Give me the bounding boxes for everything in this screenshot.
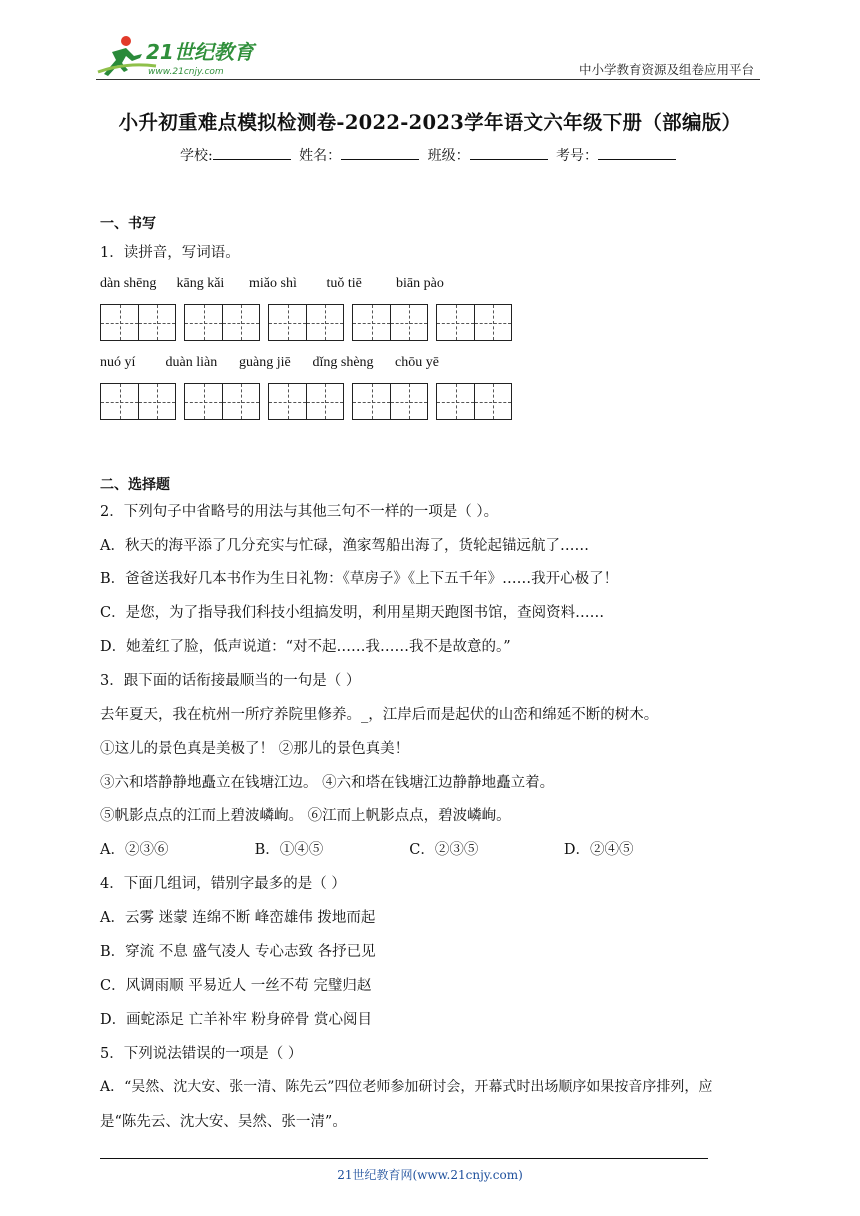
pinyin-row-2 — [100, 355, 439, 371]
writing-grid-row-1 — [100, 304, 512, 341]
writing-box[interactable] — [100, 383, 176, 420]
pinyin-row-1 — [100, 276, 444, 292]
student-info-line — [0, 145, 860, 165]
question-3-option-c: C．②③⑤ — [409, 842, 479, 858]
question-2-stem: 2．下列句子中省略号的用法与其他三句不一样的一项是（ ）。 — [100, 504, 499, 520]
writing-box[interactable] — [268, 383, 344, 420]
pinyin-item: miǎo shì — [249, 276, 297, 291]
footer-divider — [100, 1158, 708, 1159]
section-heading-writing: 一、书写 — [100, 216, 156, 232]
pinyin-item: chōu yē — [395, 355, 439, 370]
question-3-option-d: D．②④⑤ — [563, 842, 634, 858]
question-2-option-b: B．爸爸送我好几本书作为生日礼物：《草房子》《上下五千年》……我开心极了！ — [100, 571, 619, 587]
class-label: 班级： — [427, 148, 470, 164]
section-heading-choice: 二、选择题 — [100, 477, 170, 493]
question-4-option-a: A．云雾 迷蒙 连绵不断 峰峦雄伟 拨地而起 — [100, 910, 376, 926]
page-title: 小升初重难点模拟检测卷-2022-2023学年语文六年级下册（部编版） — [118, 111, 742, 134]
name-label: 姓名： — [299, 148, 342, 164]
header-divider — [96, 79, 760, 80]
svg-text:www.21cnjy.com: www.21cnjy.com — [148, 67, 224, 77]
question-3-option-a: A．②③⑥ — [100, 842, 169, 858]
question-3-item-line-2: ③六和塔静静地矗立在钱塘江边。 ④六和塔在钱塘江边静静地矗立着。 — [100, 775, 555, 791]
question-3-option-b: B．①④⑤ — [254, 842, 324, 858]
question-5-stem: 5．下列说法错误的一项是（ ） — [100, 1046, 303, 1062]
site-logo — [96, 32, 266, 80]
school-label: 学校: — [179, 148, 213, 164]
question-4-option-c: C．风调雨顺 平易近人 一丝不苟 完璧归赵 — [100, 978, 372, 994]
writing-box[interactable] — [184, 383, 260, 420]
exam-no-blank — [598, 145, 676, 160]
question-3-item-line-1: ①这儿的景色真是美极了！ ②那儿的景色真美！ — [100, 741, 410, 757]
pinyin-item: nuó yí — [100, 355, 136, 370]
question-3-options — [100, 838, 633, 859]
question-2-option-d: D．她羞红了脸，低声说道：“对不起……我……我不是故意的。” — [100, 639, 511, 655]
writing-box[interactable] — [352, 383, 428, 420]
question-3-passage: 去年夏天，我在杭州一所疗养院里修养。_，江岸后而是起伏的山峦和绵延不断的树木。 — [100, 707, 659, 723]
svg-text:21世纪教育: 21世纪教育 — [146, 40, 254, 64]
pinyin-item: dàn shēng — [100, 276, 157, 291]
platform-label: 中小学教育资源及组卷应用平台 — [578, 62, 754, 77]
question-1-stem: 1．读拼音，写词语。 — [100, 245, 240, 261]
school-blank — [213, 145, 291, 160]
pinyin-item: duàn liàn — [165, 355, 218, 370]
writing-box[interactable] — [100, 304, 176, 341]
writing-box[interactable] — [436, 383, 512, 420]
footer-link[interactable]: 21世纪教育网(www.21cnjy.com) — [337, 1168, 523, 1182]
question-2-option-a: A．秋天的海平添了几分充实与忙碌，渔家驾船出海了，货轮起锚远航了…… — [100, 538, 589, 554]
name-blank — [341, 145, 419, 160]
question-5-option-a-line-1: A．“吴然、沈大安、张一清、陈先云”四位老师参加研讨会，开幕式时出场顺序如果按音序排列，应 — [100, 1079, 713, 1095]
writing-box[interactable] — [184, 304, 260, 341]
question-5-option-a-line-2: 是“陈先云、沈大安、吴然、张一清”。 — [100, 1114, 347, 1130]
class-blank — [470, 145, 548, 160]
pinyin-item: dǐng shèng — [312, 355, 374, 370]
question-4-option-b: B．穿流 不息 盛气凌人 专心志致 各抒已见 — [100, 944, 376, 960]
writing-box[interactable] — [268, 304, 344, 341]
question-4-stem: 4．下面几组词，错别字最多的是（ ） — [100, 876, 346, 892]
runner-logo-icon — [96, 32, 266, 80]
writing-box[interactable] — [436, 304, 512, 341]
writing-grid-row-2 — [100, 383, 512, 420]
question-3-stem: 3．跟下面的话衔接最顺当的一句是（ ） — [100, 673, 361, 689]
exam-no-label: 考号： — [556, 148, 599, 164]
pinyin-item: biān pào — [396, 276, 444, 291]
writing-box[interactable] — [352, 304, 428, 341]
pinyin-item: guàng jiē — [239, 355, 291, 370]
question-2-option-c: C．是您，为了指导我们科技小组搞发明，利用星期天跑图书馆，查阅资料…… — [100, 605, 605, 621]
question-3-item-line-3: ⑤帆影点点的江而上碧波嶙峋。 ⑥江而上帆影点点，碧波嶙峋。 — [100, 808, 511, 824]
question-4-option-d: D．画蛇添足 亡羊补牢 粉身碎骨 赏心阅目 — [100, 1012, 372, 1028]
pinyin-item: kāng kǎi — [176, 276, 225, 291]
pinyin-item: tuǒ tiē — [326, 276, 362, 291]
